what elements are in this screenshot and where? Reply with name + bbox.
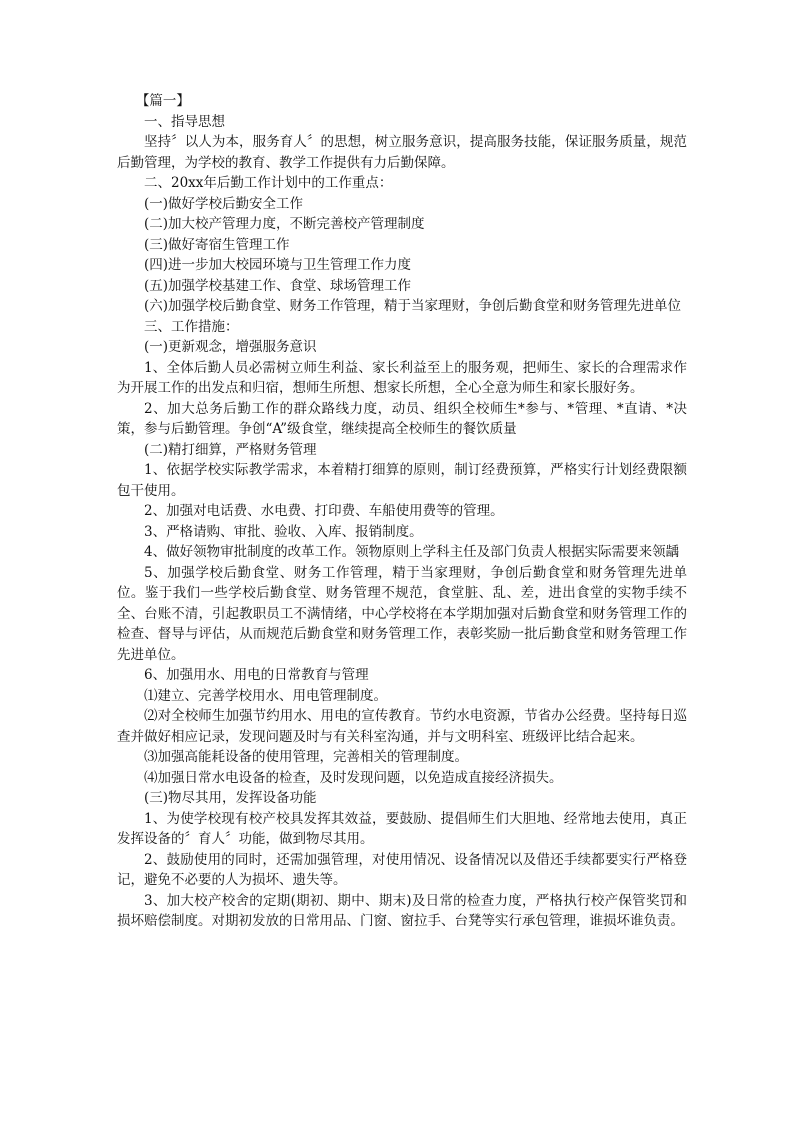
list-item: (四)进一步加大校园环境与卫生管理工作力度 (144, 257, 412, 273)
list-item: (六)加强学校后勤食堂、财务工作管理，精于当家理财，争创后勤食堂和财务管理先进单位 (144, 298, 682, 314)
paragraph: 2、鼓励使用的同时，还需加强管理，对使用情况、设备情况以及借还手续都要实行严格登记，避免不必要的人为损坏、遗失等。 (117, 851, 687, 888)
list-item: (五)加强学校基建工作、食堂、球场管理工作 (144, 277, 412, 294)
paragraph: 2、加强对电话费、水电费、打印费、车船使用费等的管理。 (144, 503, 504, 519)
heading-work-focus: 二、20xx年后勤工作计划中的工作重点： (144, 175, 393, 191)
subheading: (一)更新观念，增强服务意识 (144, 339, 317, 355)
subheading: (二)精打细算，严格财务管理 (144, 441, 317, 458)
paragraph: 4、做好领物审批制度的改革工作。领物原则上学科主任及部门负责人根据实际需要来领龋 (144, 544, 680, 560)
list-item: (三)做好寄宿生管理工作 (144, 236, 290, 253)
paragraph: 1、全体后勤人员必需树立师生利益、家长利益至上的服务观，把师生、家长的合理需求作为开展工作的出发点和归宿，想师生所想、想家长所想，全心全意为师生和家长服好务。 (117, 359, 687, 396)
list-item: ⑷加强日常水电设备的检查，及时发现问题，以免造成直接经济损失。 (144, 769, 563, 786)
list-item: ⑵对全校师生加强节约用水、用电的宣传教育。节约水电资源，节省办公经费。坚持每日巡查并做好相应记录，发现问题及时与有关科室沟通，并与文明科室、班级评比结合起来。 (117, 708, 687, 745)
paragraph: 1、依据学校实际教学需求，本着精打细算的原则，制订经费预算，严格实行计划经费限额包干使用。 (117, 462, 687, 499)
document-body (117, 91, 687, 932)
heading-work-measures: 三、工作措施： (144, 318, 239, 335)
section-title: 【篇一】 (135, 93, 190, 109)
paragraph: 3、加大校产校舍的定期(期初、期中、期末)及日常的检查力度，严格执行校产保管奖罚和损坏赔偿制度。对期初发放的日常用品、门窗、窗拉手、台凳等实行承包管理，谁损坏谁负责。 (117, 892, 687, 929)
paragraph: 坚持〞以人为本，服务育人〞的思想，树立服务意识，提高服务技能，保证服务质量，规范后勤管理，为学校的教育、教学工作提供有力后勤保障。 (117, 134, 687, 171)
paragraph: 6、加强用水、用电的日常教育与管理 (144, 667, 369, 683)
heading-guiding-ideology: 一、指导思想 (144, 113, 225, 130)
paragraph: 3、严格请购、审批、验收、入库、报销制度。 (144, 523, 423, 540)
list-item: ⑴建立、完善学校用水、用电管理制度。 (144, 687, 387, 704)
paragraph: 2、加大总务后勤工作的群众路线力度，动员、组织全校师生*参与、*管理、*直请、*决策，参与后勤管理。争创“A”级食堂，继续提高全校师生的餐饮质量 (117, 400, 687, 437)
list-item: ⑶加强高能耗设备的使用管理，完善相关的管理制度。 (144, 749, 468, 765)
list-item: (一)做好学校后勤安全工作 (144, 195, 304, 212)
paragraph: 1、为使学校现有校产校具发挥其效益，要鼓励、提倡师生们大胆地、经常地去使用，真正发挥设备的〞育人〞功能，做到物尽其用。 (117, 810, 687, 847)
subheading: (三)物尽其用，发挥设备功能 (144, 790, 317, 806)
list-item: (二)加大校产管理力度，不断完善校产管理制度 (144, 216, 425, 232)
paragraph: 5、加强学校后勤食堂、财务工作管理，精于当家理财，争创后勤食堂和财务管理先进单位。鉴于我们一些学校后勤食堂、财务管理不规范，食堂脏、乱、差，进出食堂的实物手续不全、台账不清，引起教职员工不满情绪，中心学校将在本学期加强对后勤食堂和财务管理工作的检查、督导与评估，从而规范后勤食堂和财务管理工作，表彰奖励一批后勤食堂和财务管理工作先进单位。 (117, 564, 687, 663)
